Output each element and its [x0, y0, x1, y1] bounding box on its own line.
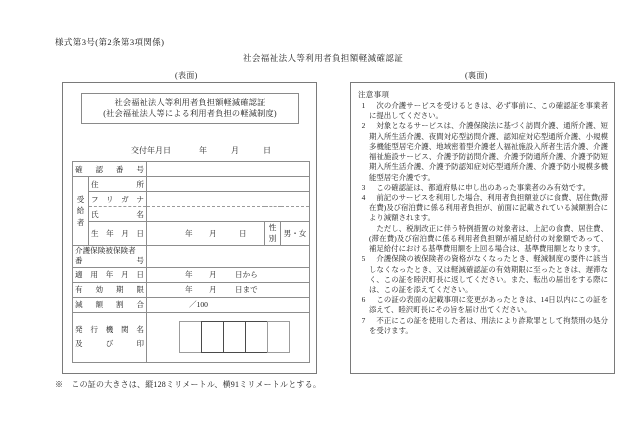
note-body [369, 101, 608, 121]
table-row [73, 312, 310, 362]
stamp-cell-1[interactable] [179, 321, 202, 353]
valid-until-label: 有効期限 [73, 282, 147, 297]
notes-section [358, 89, 608, 336]
note-item [358, 183, 608, 193]
apply-day-token: 日から [235, 270, 258, 280]
note-number: 3 [361, 182, 366, 192]
note-paragraph: この証の表面の記載事項に変更があったときは、14日以内にこの証を添えて、睦沢町長にその旨を届け出てください。 [369, 295, 608, 315]
valid-until-value[interactable] [147, 282, 310, 297]
note-paragraph: 不正にこの証を使用した者は、刑法により詐欺罪として拘禁刑の処分を受けます。 [369, 315, 608, 335]
note-paragraph: 対象となるサービスは、介護保険法に基づく訪問介護、通所介護、短期入所生活介護、夜間対応型訪問介護、認知症対応型通所介護、小規模多機能型居宅介護、地域密着型介護老人福祉施設入所者生活介護、介護福祉施設サービス、介護予防訪問介護、介護予防通所介護、介護予防短期入所生活介護、介護予防認知症対応型通所介護、介護予防小規模多機能型居宅介護です。 [369, 121, 608, 182]
name-label: 氏名 [89, 207, 147, 222]
note-paragraph: ただし、税制改正に伴う特例措置の対象者は、上記の食費、居住費、(滞在費)及び宿泊費に係る利用者負担額が補足給付の対象額であって、補足給付における基準費用額を上回る場合は、基準費用額となります。 [369, 223, 608, 254]
furigana-value[interactable] [147, 192, 310, 207]
valid-year-token: 年 [185, 285, 193, 295]
note-body [369, 316, 608, 336]
note-number: 4 [361, 192, 366, 202]
address-label: 住所 [89, 177, 147, 192]
note-body [369, 254, 608, 295]
table-row [73, 297, 310, 312]
name-value[interactable] [147, 207, 310, 222]
recipient-group-label: 受 給 者 [73, 177, 89, 246]
apply-month-token: 月 [209, 270, 217, 280]
note-body [369, 121, 608, 182]
stamp-grid [180, 321, 290, 353]
table-row [73, 267, 310, 282]
table-row [73, 207, 310, 222]
issue-date-year: 年 [199, 146, 207, 155]
issuer-label-line2: 及び印 [75, 339, 144, 349]
footnote: ※ この証の大きさは、縦128ミリメートル、横91ミリメートルとする。 [55, 380, 322, 389]
table-row [73, 245, 310, 267]
note-item [358, 295, 608, 315]
note-paragraph: 次の介護サービスを受けるときは、必ず事前に、この確認証を事業者に提出してください。 [369, 101, 608, 121]
reduction-rate-value[interactable] [147, 297, 310, 312]
note-number: 6 [361, 295, 366, 305]
stamp-cell-2[interactable] [201, 321, 224, 353]
note-paragraph: この確認証は、都道府県に申し出のあった事業者のみ有効です。 [376, 182, 591, 192]
confirm-number-label: 確認番号 [73, 162, 147, 177]
insured-number-label-line2: 番号 [75, 256, 144, 266]
valid-day-token: 日まで [235, 285, 258, 295]
birth-date-label: 生年月日 [89, 222, 147, 246]
issue-date-month: 月 [231, 146, 239, 155]
apply-date-tokens [147, 268, 309, 282]
back-side-label: (裏面) [465, 71, 488, 80]
insured-number-value[interactable] [147, 245, 310, 267]
notes-title: 注意事項 [358, 90, 390, 99]
issuer-label-line1: 発行機関名 [75, 324, 144, 334]
table-row [73, 162, 310, 177]
note-body [369, 183, 608, 193]
certificate-title-box [81, 93, 299, 124]
reduction-rate-denominator: ／100 [189, 300, 208, 310]
note-number: 1 [361, 101, 366, 110]
certificate-title-line1: 社会福祉法人等利用者負担額軽減確認証 [114, 98, 266, 107]
note-number: 2 [361, 121, 366, 131]
document-title: 社会福祉法人等利用者負担額軽減確認証 [243, 53, 404, 63]
note-item [358, 101, 608, 121]
table-row [73, 192, 310, 207]
apply-date-label: 適用年月日 [73, 267, 147, 282]
birth-date-tokens [147, 222, 264, 245]
insured-number-label [73, 245, 147, 267]
note-number: 5 [361, 254, 366, 264]
birth-date-value[interactable] [147, 222, 265, 246]
confirm-number-value[interactable] [147, 162, 310, 177]
apply-year-token: 年 [185, 270, 193, 280]
note-body [369, 295, 608, 315]
issue-date-label: 交付年月日 [131, 146, 171, 155]
front-panel [62, 82, 317, 374]
note-item [358, 254, 608, 295]
note-paragraph: 前記のサービスを利用した場合、利用者負担額並びに食費、居住費(滞在費)及び宿泊費に係る利用者負担が、前面に記載されている減額割合により減額されます。 [369, 192, 608, 223]
note-item [358, 193, 608, 254]
issuer-label [73, 312, 147, 362]
form-number: 様式第3号(第2条第3項関係) [55, 37, 165, 47]
front-side-label: (表面) [175, 71, 198, 80]
furigana-label: フリガナ [89, 192, 147, 207]
stamp-grid-wrapper [149, 313, 307, 362]
birth-year-token: 年 [185, 228, 193, 238]
table-row [73, 282, 310, 297]
certificate-table [72, 161, 310, 363]
note-item [358, 316, 608, 336]
sex-label: 性 別 [265, 222, 281, 246]
insured-number-label-line1: 介護保険被保険者 [75, 246, 136, 256]
valid-month-token: 月 [209, 285, 217, 295]
note-item [358, 121, 608, 182]
note-number: 7 [361, 315, 366, 325]
apply-date-value[interactable] [147, 267, 310, 282]
issue-date-day: 日 [263, 146, 271, 155]
sex-value[interactable]: 男・女 [281, 222, 310, 246]
table-row [73, 222, 310, 246]
note-paragraph: 介護保険の被保険者の資格がなくなったとき、軽減制度の要件に該当しなくなったとき、又は軽減確認証の有効期限に至ったときは、遅滞なく、この証を睦沢町長に返してください。また、転出の届出をする際には、この証を添えてください。 [369, 254, 608, 294]
notes-list [358, 101, 608, 336]
stamp-cell-5[interactable] [267, 321, 290, 353]
birth-day-token: 日 [239, 228, 247, 238]
reduction-rate-tokens [147, 298, 309, 312]
stamp-cell-4[interactable] [245, 321, 268, 353]
table-row [73, 177, 310, 192]
address-value[interactable] [147, 177, 310, 192]
issuer-stamp-area[interactable] [147, 312, 310, 362]
stamp-cell-3[interactable] [223, 321, 246, 353]
note-body [369, 193, 608, 254]
valid-until-tokens [147, 283, 309, 297]
reduction-rate-label: 減額割合 [73, 297, 147, 312]
back-panel [350, 82, 615, 374]
birth-month-token: 月 [209, 228, 217, 238]
certificate-title-line2: (社会福祉法人等による利用者負担の軽減制度) [103, 109, 277, 119]
